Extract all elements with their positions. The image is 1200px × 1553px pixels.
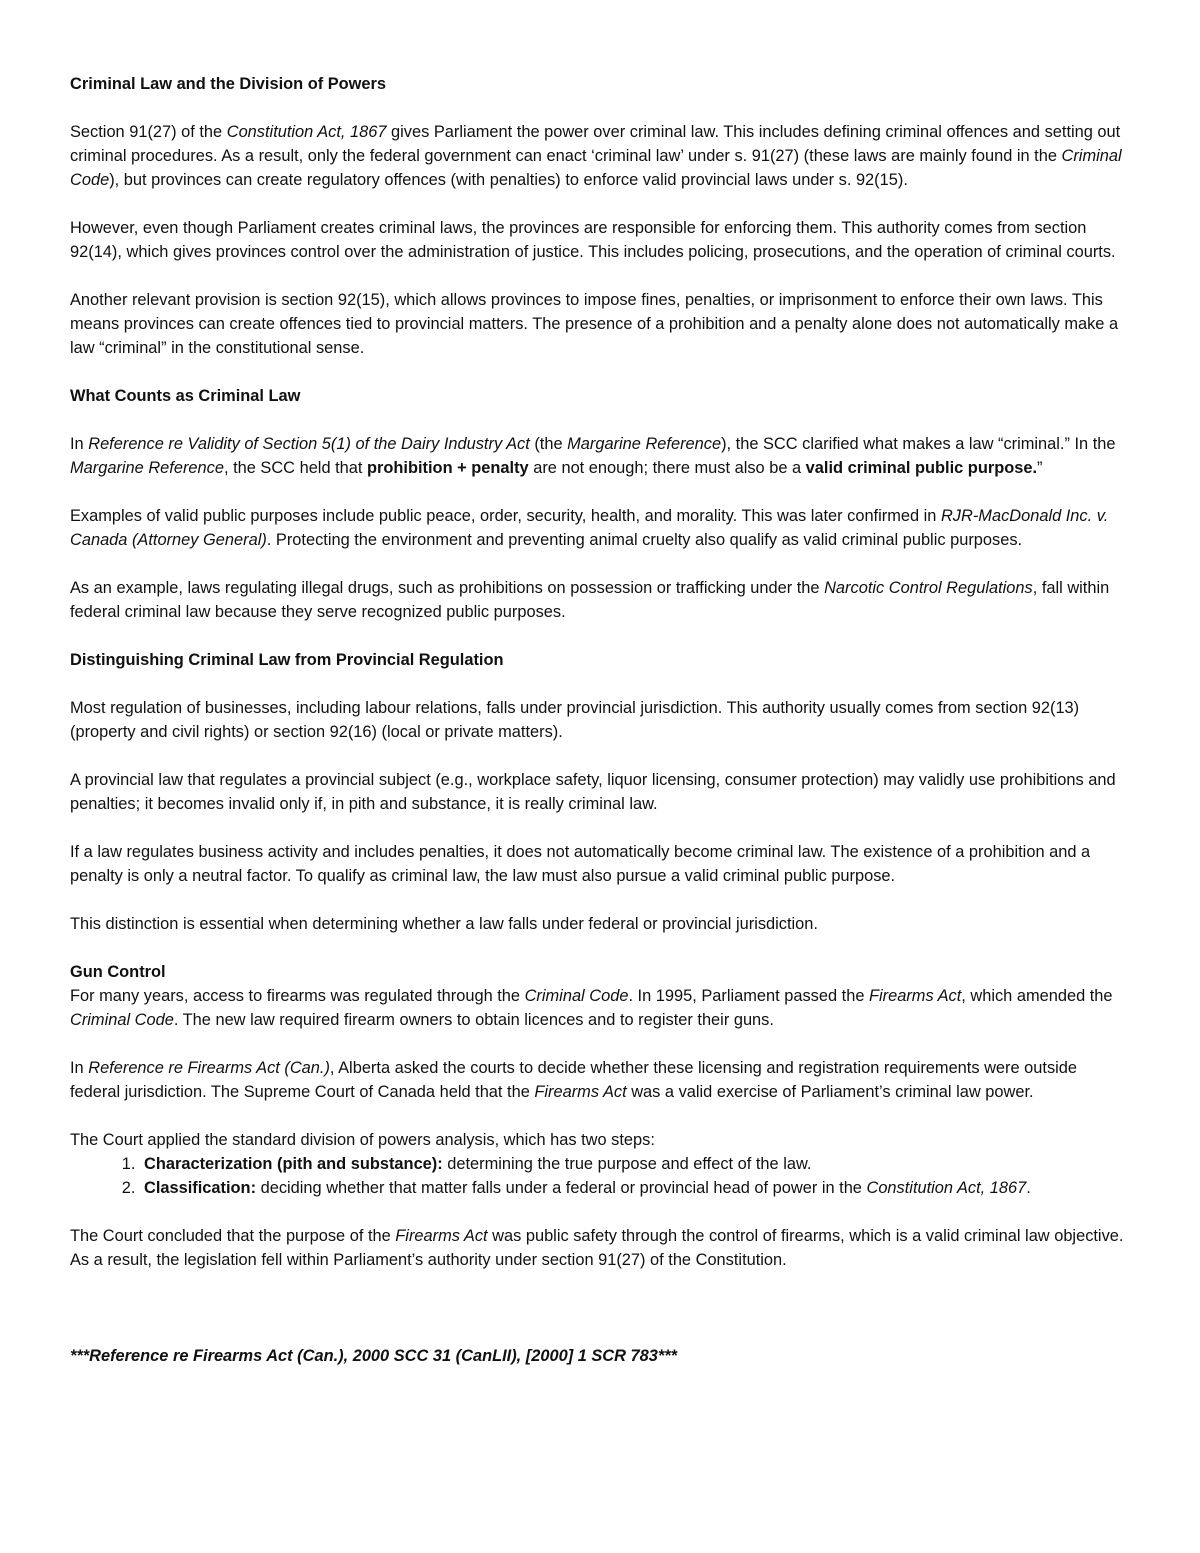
gun-history-paragraph [70, 984, 1130, 1032]
list-item [140, 1152, 1130, 1176]
text-run: , fall within federal criminal law because they serve recognized public purposes. [70, 579, 1110, 621]
examples-paragraph [70, 504, 1130, 552]
text-run: , the SCC held that [223, 459, 368, 477]
business-regulation-paragraph: Most regulation of businesses, including labour relations, falls under provincial jurisdiction. This authority usually comes from section 92(13) (property and civil rights) or section 92(16) (local or private matters). [70, 699, 1080, 741]
italic-run: Criminal Code [70, 147, 1122, 189]
intro-paragraph [70, 120, 1130, 192]
text-run: (the [529, 435, 568, 453]
italic-run: Margarine Reference [567, 435, 722, 453]
italic-run: Constitution Act, 1867 [866, 1179, 1027, 1197]
text-run: Examples of valid public purposes include public peace, order, security, health, and morality. This was later confirmed in [70, 507, 941, 525]
analysis-intro-paragraph: The Court applied the standard division of powers analysis, which has two steps: [70, 1131, 655, 1149]
text-run: For many years, access to firearms was regulated through the [70, 987, 525, 1005]
text-run: , which amended the [961, 987, 1113, 1005]
case-citation: ***Reference re Firearms Act (Can.), 2000 SCC 31 (CanLII), [2000] 1 SCR 783*** [70, 1347, 678, 1365]
text-run: was a valid exercise of Parliament’s criminal law power. [626, 1083, 1034, 1101]
bold-run: Characterization (pith and substance): [144, 1155, 443, 1173]
text-run: deciding whether that matter falls under a federal or provincial head of power in the [256, 1179, 867, 1197]
italic-run: Firearms Act [395, 1227, 488, 1245]
bold-run: Classification: [144, 1179, 257, 1197]
text-run: determining the true purpose and effect of the law. [442, 1155, 812, 1173]
provincial-law-paragraph: A provincial law that regulates a provincial subject (e.g., workplace safety, liquor licensing, consumer protection) may validly use prohibitions and penalties; it becomes invalid only if, in pith and substance, it is really criminal law. [70, 771, 1116, 813]
drugs-paragraph [70, 576, 1130, 624]
neutral-factor-paragraph: If a law regulates business activity and includes penalties, it does not automatically become criminal law. The existence of a prohibition and a penalty is only a neutral factor. To qualify as criminal law, the law must also pursue a valid criminal public purpose. [70, 843, 1091, 885]
text-run: . The new law required firearm owners to obtain licences and to register their guns. [173, 1011, 774, 1029]
text-run: , Alberta asked the courts to decide whether these licensing and registration requirements were outside federal jurisdiction. The Supreme Court of Canada held that the [70, 1059, 1078, 1101]
conclusion-paragraph [70, 1224, 1130, 1272]
list-item [140, 1176, 1130, 1200]
another-provision-paragraph: Another relevant provision is section 92(15), which allows provinces to impose fines, penalties, or imprisonment to enforce their own laws. This means provinces can create offences tied to provincial matters. The presence of a prohibition and a penalty alone does not automatically make a law “criminal” in the constitutional sense. [70, 291, 1119, 357]
italic-run: Margarine Reference [70, 459, 224, 477]
analysis-steps-list [70, 1152, 1130, 1200]
document-title: Criminal Law and the Division of Powers [70, 75, 387, 93]
text-run: In [70, 435, 89, 453]
italic-run: Reference re Validity of Section 5(1) of the Dairy Industry Act [88, 435, 530, 453]
italic-run: Firearms Act [534, 1083, 627, 1101]
firearms-reference-paragraph [70, 1056, 1130, 1104]
italic-run: Criminal Code [70, 1011, 174, 1029]
text-run: . [1026, 1179, 1031, 1197]
italic-run: Narcotic Control Regulations [824, 579, 1033, 597]
heading-distinguishing: Distinguishing Criminal Law from Provincial Regulation [70, 651, 504, 669]
text-run: gives Parliament the power over criminal law. This includes defining criminal offences and setting out criminal procedures. As a result, only the federal government can enact ‘criminal law’ under s. 91(27) (these laws are mainly found in the [70, 123, 1121, 165]
text-run: . Protecting the environment and preventing animal cruelty also qualify as valid criminal public purposes. [266, 531, 1023, 549]
bold-run: prohibition + penalty [367, 459, 529, 477]
text-run: In [70, 1059, 89, 1077]
enforcement-paragraph: However, even though Parliament creates criminal laws, the provinces are responsible for enforcing them. This authority comes from section 92(14), which gives provinces control over the administration of justice. This includes policing, prosecutions, and the operation of criminal courts. [70, 219, 1116, 261]
text-run: ” [1037, 459, 1043, 477]
text-run: . In 1995, Parliament passed the [628, 987, 869, 1005]
italic-run: Firearms Act [868, 987, 962, 1005]
bold-run: valid criminal public purpose. [805, 459, 1038, 477]
heading-gun-control: Gun Control [70, 963, 166, 981]
text-run: As an example, laws regulating illegal drugs, such as prohibitions on possession or trafficking under the [70, 579, 825, 597]
heading-what-counts: What Counts as Criminal Law [70, 387, 301, 405]
text-run: was public safety through the control of firearms, which is a valid criminal law objective. As a result, the legislation fell within Parliament’s authority under section 91(27) of the Constitution. [70, 1227, 1124, 1269]
margarine-paragraph [70, 432, 1130, 480]
italic-run: RJR-MacDonald Inc. v. Canada (Attorney General) [70, 507, 1109, 549]
text-run: Section 91(27) of the [70, 123, 227, 141]
text-run: are not enough; there must also be a [528, 459, 806, 477]
italic-run: Constitution Act, 1867 [226, 123, 387, 141]
text-run: ), but provinces can create regulatory offences (with penalties) to enforce valid provincial laws under s. 92(15). [109, 171, 908, 189]
text-run: The Court concluded that the purpose of the [70, 1227, 396, 1245]
italic-run: Criminal Code [524, 987, 629, 1005]
distinction-paragraph: This distinction is essential when determining whether a law falls under federal or provincial jurisdiction. [70, 915, 818, 933]
italic-run: Reference re Firearms Act (Can.) [88, 1059, 330, 1077]
text-run: ), the SCC clarified what makes a law “criminal.” In the [721, 435, 1116, 453]
